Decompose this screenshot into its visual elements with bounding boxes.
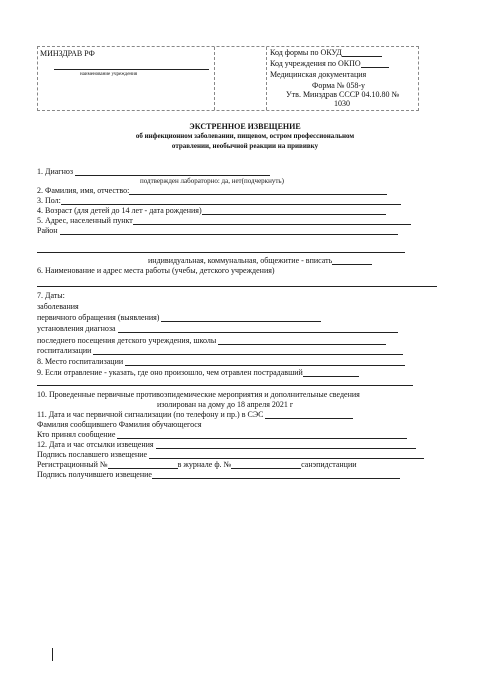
sender-sign-field[interactable] — [149, 450, 424, 459]
text-cursor — [52, 648, 53, 661]
measures-label: 10. Проведенные первичные противоэпидемические мероприятия и дополнительные сведения — [37, 390, 360, 399]
sex-label: 3. Пол: — [37, 196, 401, 205]
district-label: Район — [37, 226, 398, 235]
poisoning-field[interactable] — [303, 368, 359, 377]
address-extra-line — [37, 252, 405, 253]
diagnosis-field[interactable] — [75, 167, 270, 176]
registration-label: Регистрационный № в журнале ф. № санэпидстанции — [37, 460, 357, 469]
workplace-line — [37, 286, 437, 287]
confirmed-label: подтвержден лабораторно: да, нет(подчеркнуть) — [140, 177, 284, 185]
diagnosis-date-field[interactable] — [118, 324, 398, 333]
first-visit-label: первичного обращения (выявления) — [37, 313, 321, 322]
illness-date-label: заболевания — [37, 302, 79, 311]
address-label: 5. Адрес, населенный пункт — [37, 216, 411, 225]
header-divider — [266, 47, 267, 110]
last-visit-field[interactable] — [218, 336, 386, 345]
poisoning-label: 9. Если отравление - указать, где оно произошло, чем отравлен пострадавший — [37, 368, 359, 377]
address-field[interactable] — [133, 216, 411, 225]
hospitalization-date-label: госпитализации — [37, 346, 403, 355]
doc-type-label: Медицинская документация — [270, 70, 367, 79]
hospitalization-date-field[interactable] — [93, 346, 403, 355]
sent-field[interactable] — [156, 440, 416, 449]
reporter-label: Фамилия сообщившего Фамилия обучающегося — [37, 420, 202, 429]
journal-field[interactable] — [231, 460, 301, 469]
form-number: Форма № 058-у — [312, 81, 366, 90]
dates-label: 7. Даты: — [37, 291, 65, 300]
recipient-sign-field[interactable] — [152, 470, 400, 479]
name-field[interactable] — [129, 186, 387, 195]
form-subtitle-1: об инфекционном заболевании, пищевом, остром профессиональном — [135, 132, 355, 140]
district-field[interactable] — [60, 226, 398, 235]
okpo-label: Код учреждения по ОКПО — [270, 59, 389, 68]
sent-label: 12. Дата и час отсылки извещения — [37, 440, 416, 449]
recipient-sign-label: Подпись получившего извещение — [37, 470, 400, 479]
form-subtitle-2: отравлении, необычной реакции на прививку — [171, 142, 319, 150]
header-divider — [214, 47, 215, 110]
signal-field[interactable] — [265, 410, 353, 419]
sender-sign-label: Подпись пославшего извещение — [37, 450, 424, 459]
okud-label: Код формы по ОКУД — [270, 48, 382, 57]
workplace-label: 6. Наименование и адрес места работы (учебы, детского учреждения) — [37, 266, 275, 275]
institution-caption: наименование учреждения — [80, 72, 138, 77]
form-title: ЭКСТРЕННОЕ ИЗВЕЩЕНИЕ — [189, 122, 301, 131]
isolated-note: изолирован на дому до 18 апреля 2021 г — [157, 400, 294, 409]
diagnosis-label: 1. Диагноз — [37, 167, 270, 176]
hospital-place-field[interactable] — [125, 357, 405, 366]
institution-line — [54, 69, 209, 70]
diagnosis-date-label: установления диагноза — [37, 324, 398, 333]
housing-label: индивидуальная, коммунальная, общежитие - вписать — [148, 256, 372, 265]
receiver-field[interactable] — [117, 430, 407, 439]
poisoning-line — [37, 385, 413, 386]
first-visit-field[interactable] — [161, 313, 321, 322]
last-visit-label: последнего посещения детского учреждения, школы — [37, 336, 386, 345]
name-label: 2. Фамилия, имя, отчество: — [37, 186, 387, 195]
sex-field[interactable] — [61, 196, 401, 205]
ministry-label: МИНЗДРАВ РФ — [40, 49, 95, 58]
signal-label: 11. Дата и час первичной сигнализации (по телефону и пр.) в СЭС — [37, 410, 353, 419]
registration-field[interactable] — [108, 460, 178, 469]
approved-number: 1030 — [334, 99, 350, 108]
age-label: 4. Возраст (для детей до 14 лет - дата рождения) — [37, 206, 386, 215]
approved-label: Утв. Минздрав СССР 04.10.80 № — [286, 90, 400, 99]
receiver-label: Кто принял сообщение — [37, 430, 407, 439]
hospital-place-label: 8. Место госпитализации — [37, 357, 405, 366]
age-field[interactable] — [202, 206, 386, 215]
